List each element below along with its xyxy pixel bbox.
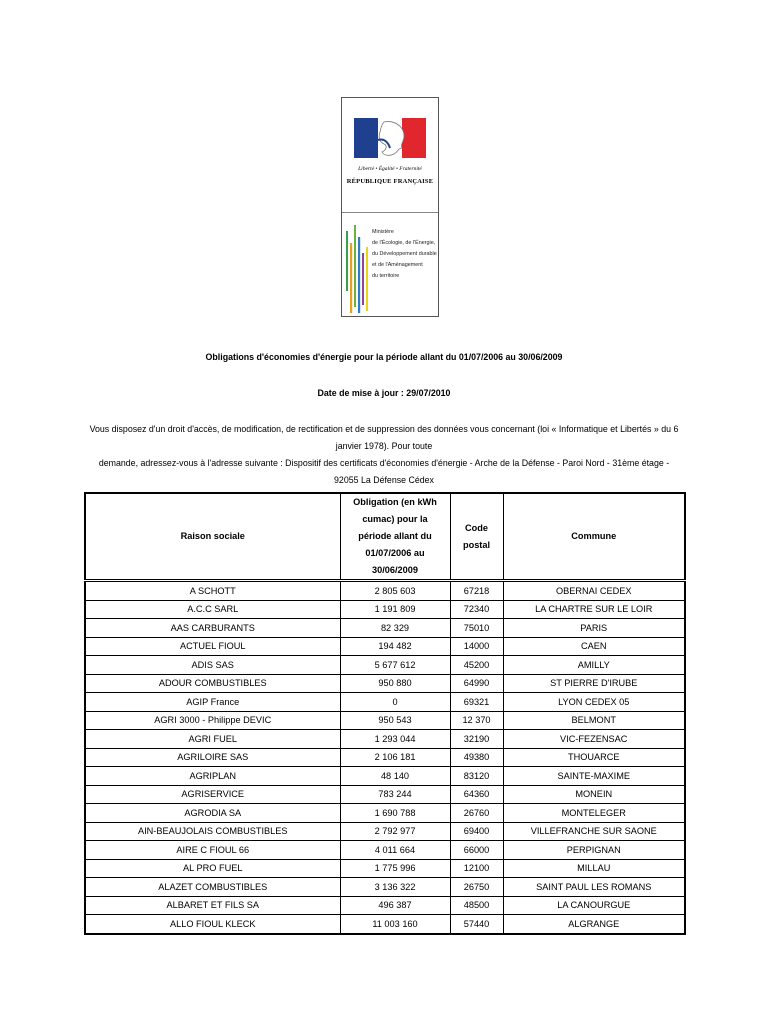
update-date: Date de mise à jour : 29/07/2010 xyxy=(317,388,451,399)
republique-francaise-logo xyxy=(341,97,439,317)
cell-code-postal: 48500 xyxy=(450,896,503,915)
ministry-line: du territoire xyxy=(372,273,400,279)
cell-raison-sociale: AIN-BEAUJOLAIS COMBUSTIBLES xyxy=(85,822,340,841)
cell-obligation: 82 329 xyxy=(340,619,450,638)
ministry-line: du Développement durable xyxy=(372,251,437,257)
table-body xyxy=(85,581,685,934)
table-row xyxy=(85,878,685,897)
table-row xyxy=(85,748,685,767)
cell-raison-sociale: AGRISERVICE xyxy=(85,785,340,804)
table-row xyxy=(85,637,685,656)
cell-commune: AMILLY xyxy=(503,656,685,675)
table-row xyxy=(85,804,685,823)
marianne-logo xyxy=(342,98,438,213)
cell-raison-sociale: A.C.C SARL xyxy=(85,600,340,619)
cell-raison-sociale: ADOUR COMBUSTIBLES xyxy=(85,674,340,693)
cell-commune: THOUARCE xyxy=(503,748,685,767)
ministry-line: et de l'Aménagement xyxy=(372,262,423,268)
cell-commune: VIC-FEZENSAC xyxy=(503,730,685,749)
obligations-table xyxy=(84,492,686,935)
table-row xyxy=(85,693,685,712)
cell-code-postal: 12100 xyxy=(450,859,503,878)
cell-code-postal: 83120 xyxy=(450,767,503,786)
header-commune: Commune xyxy=(503,493,685,581)
cell-commune: PARIS xyxy=(503,619,685,638)
cell-code-postal: 75010 xyxy=(450,619,503,638)
cell-obligation: 2 805 603 xyxy=(340,581,450,601)
cell-code-postal: 66000 xyxy=(450,841,503,860)
table-row xyxy=(85,656,685,675)
cell-commune: LA CHARTRE SUR LE LOIR xyxy=(503,600,685,619)
cell-raison-sociale: AIRE C FIOUL 66 xyxy=(85,841,340,860)
cell-obligation: 1 191 809 xyxy=(340,600,450,619)
table-row xyxy=(85,711,685,730)
motto-text: Liberté • Égalité • Fraternité xyxy=(358,166,422,172)
cell-obligation: 48 140 xyxy=(340,767,450,786)
cell-raison-sociale: AAS CARBURANTS xyxy=(85,619,340,638)
cell-code-postal: 69400 xyxy=(450,822,503,841)
table-row xyxy=(85,581,685,601)
table-row xyxy=(85,859,685,878)
cell-commune: MILLAU xyxy=(503,859,685,878)
header-code-postal: Code postal xyxy=(450,493,503,581)
cell-commune: VILLEFRANCHE SUR SAONE xyxy=(503,822,685,841)
privacy-notice-line: demande, adressez-vous à l'adresse suivante : Dispositif des certificats d'économies d'énergie - Arche de la Défense - Paroi Nord - 31ème étage - 92055 La Défense Cédex xyxy=(98,457,670,485)
republic-text: RÉPUBLIQUE FRANÇAISE xyxy=(346,178,434,185)
cell-obligation: 0 xyxy=(340,693,450,712)
document-title: Obligations d'économies d'énergie pour la période allant du 01/07/2006 au 30/06/2009 xyxy=(205,352,563,363)
cell-raison-sociale: AGRODIA SA xyxy=(85,804,340,823)
cell-obligation: 2 792 977 xyxy=(340,822,450,841)
cell-obligation: 950 880 xyxy=(340,674,450,693)
cell-commune: OBERNAI CEDEX xyxy=(503,581,685,601)
cell-commune: SAINT PAUL LES ROMANS xyxy=(503,878,685,897)
privacy-notice-line: Vous disposez d'un droit d'accès, de modification, de rectification et de suppression des données vous concernant (loi « Informatique et Libertés » du 6 janvier 1978). Pour toute xyxy=(89,423,679,451)
cell-obligation: 1 775 996 xyxy=(340,859,450,878)
table-row xyxy=(85,674,685,693)
cell-code-postal: 45200 xyxy=(450,656,503,675)
table-row xyxy=(85,841,685,860)
cell-raison-sociale: AGRIPLAN xyxy=(85,767,340,786)
cell-obligation: 950 543 xyxy=(340,711,450,730)
cell-raison-sociale: ACTUEL FIOUL xyxy=(85,637,340,656)
cell-obligation: 2 106 181 xyxy=(340,748,450,767)
cell-code-postal: 72340 xyxy=(450,600,503,619)
cell-commune: LA CANOURGUE xyxy=(503,896,685,915)
cell-code-postal: 12 370 xyxy=(450,711,503,730)
ministry-bars-icon xyxy=(344,223,370,313)
cell-code-postal: 49380 xyxy=(450,748,503,767)
table-row xyxy=(85,600,685,619)
cell-code-postal: 26760 xyxy=(450,804,503,823)
cell-commune: SAINTE-MAXIME xyxy=(503,767,685,786)
cell-commune: CAEN xyxy=(503,637,685,656)
cell-commune: ST PIERRE D'IRUBE xyxy=(503,674,685,693)
cell-raison-sociale: ADIS SAS xyxy=(85,656,340,675)
cell-code-postal: 26750 xyxy=(450,878,503,897)
cell-obligation: 1 293 044 xyxy=(340,730,450,749)
cell-raison-sociale: AGRI FUEL xyxy=(85,730,340,749)
cell-obligation: 194 482 xyxy=(340,637,450,656)
table-row xyxy=(85,767,685,786)
table-header-row xyxy=(85,493,685,581)
ministry-line: de l'Écologie, de l'Énergie, xyxy=(372,240,436,246)
table-row xyxy=(85,822,685,841)
cell-obligation: 496 387 xyxy=(340,896,450,915)
cell-obligation: 3 136 322 xyxy=(340,878,450,897)
table-row xyxy=(85,785,685,804)
cell-raison-sociale: ALBARET ET FILS SA xyxy=(85,896,340,915)
cell-raison-sociale: AL PRO FUEL xyxy=(85,859,340,878)
table-row xyxy=(85,896,685,915)
privacy-notice xyxy=(89,420,679,488)
cell-raison-sociale: AGIP France xyxy=(85,693,340,712)
cell-commune: MONEIN xyxy=(503,785,685,804)
cell-obligation: 4 011 664 xyxy=(340,841,450,860)
ministry-logo xyxy=(342,213,438,316)
cell-commune: LYON CEDEX 05 xyxy=(503,693,685,712)
table-row xyxy=(85,619,685,638)
cell-raison-sociale: ALLO FIOUL KLECK xyxy=(85,915,340,934)
cell-raison-sociale: AGRI 3000 - Philippe DEVIC xyxy=(85,711,340,730)
cell-code-postal: 14000 xyxy=(450,637,503,656)
cell-raison-sociale: AGRILOIRE SAS xyxy=(85,748,340,767)
cell-obligation: 1 690 788 xyxy=(340,804,450,823)
ministry-line: Ministère xyxy=(372,229,394,235)
cell-obligation: 11 003 160 xyxy=(340,915,450,934)
cell-commune: MONTELEGER xyxy=(503,804,685,823)
cell-obligation: 5 677 612 xyxy=(340,656,450,675)
table-row xyxy=(85,730,685,749)
cell-commune: ALGRANGE xyxy=(503,915,685,934)
cell-obligation: 783 244 xyxy=(340,785,450,804)
marianne-flag-icon xyxy=(354,118,426,158)
cell-code-postal: 64990 xyxy=(450,674,503,693)
table-row xyxy=(85,915,685,934)
ministry-name xyxy=(372,227,436,282)
cell-code-postal: 64360 xyxy=(450,785,503,804)
cell-commune: PERPIGNAN xyxy=(503,841,685,860)
cell-code-postal: 69321 xyxy=(450,693,503,712)
cell-commune: BELMONT xyxy=(503,711,685,730)
cell-raison-sociale: A SCHOTT xyxy=(85,581,340,601)
cell-code-postal: 57440 xyxy=(450,915,503,934)
cell-code-postal: 67218 xyxy=(450,581,503,601)
cell-raison-sociale: ALAZET COMBUSTIBLES xyxy=(85,878,340,897)
header-raison-sociale: Raison sociale xyxy=(85,493,340,581)
cell-code-postal: 32190 xyxy=(450,730,503,749)
header-obligation: Obligation (en kWh cumac) pour la période allant du 01/07/2006 au 30/06/2009 xyxy=(340,493,450,581)
